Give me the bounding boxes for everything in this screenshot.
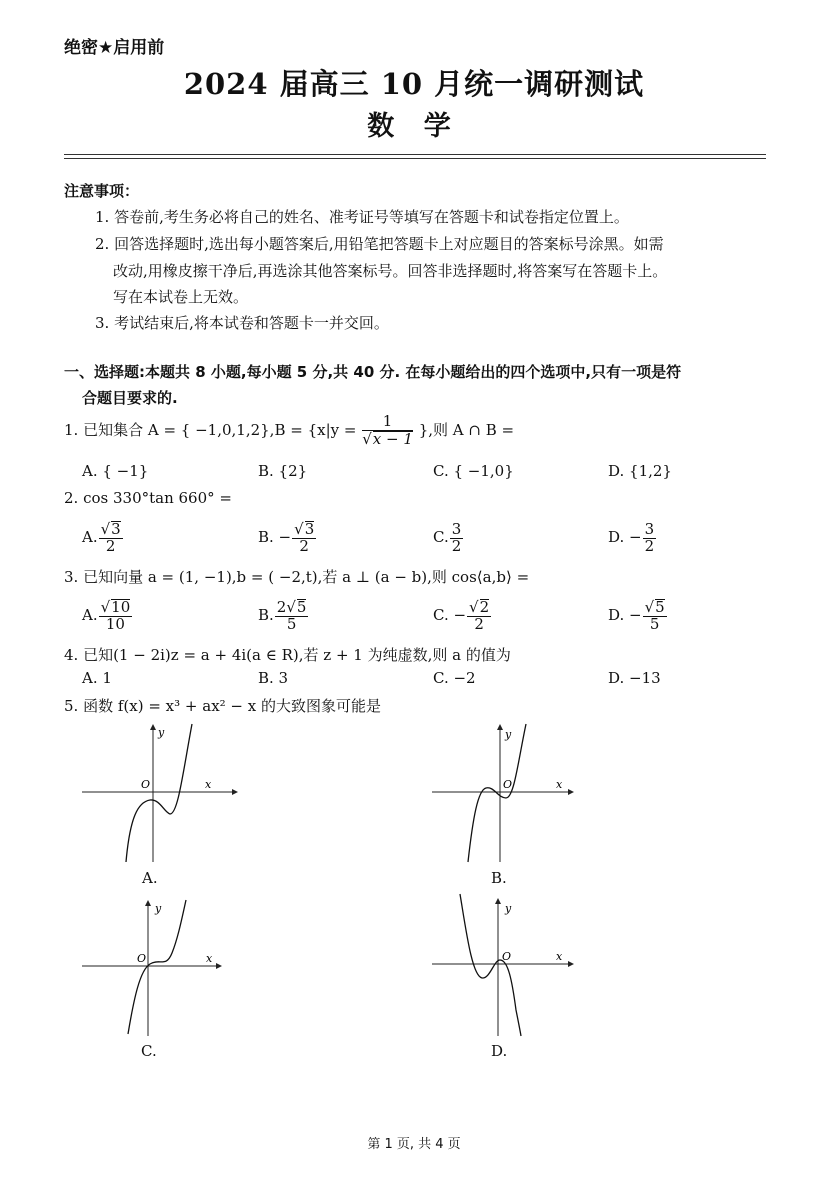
q3-option-c: C. − $\frac{√2}{2}$: [433, 598, 490, 633]
exam-title: 2024 届高三 10 月统一调研测试: [183, 67, 645, 101]
graph-a-ylabel: y: [158, 726, 165, 739]
graph-d-origin: O: [502, 950, 512, 963]
q3-option-d: D. − $\frac{√5}{5}$: [608, 598, 665, 633]
q1-fraction: $\frac{1}{√x - 1}$: [362, 412, 413, 448]
q4-option-c: C. −2: [433, 669, 476, 687]
notice-item-2-cont: 改动,用橡皮擦干净后,再选涂其他答案标号。回答非选择题时,将答案写在答题卡上。: [113, 262, 668, 280]
graph-b-xlabel: x: [556, 778, 563, 791]
q5-graph-b: [428, 722, 588, 867]
graph-c-ylabel: y: [155, 902, 162, 915]
q3-option-a: A. $\frac{√10}{10}$: [82, 598, 131, 633]
q5-label-a: A.: [142, 869, 158, 887]
question-2-stem: 2. cos 330°tan 660° =: [64, 489, 232, 507]
q1-option-c: C. { −1,0}: [433, 462, 514, 480]
subject-title: 数 学: [367, 111, 461, 142]
q2-option-c: C. $\frac{3}{2}$: [433, 519, 462, 555]
question-3-stem: 3. 已知向量 a = (1, −1),b = ( −2,t),若 a ⊥ (a − b),则 cos⟨a,b⟩ =: [64, 568, 530, 586]
notice-item-1: 1. 答卷前,考生务必将自己的姓名、准考证号等填写在答题卡和试卷指定位置上。: [95, 208, 629, 226]
graph-b-origin: O: [503, 778, 513, 791]
section1-title-cont: 合题目要求的.: [82, 389, 178, 407]
q1-option-b: B. {2}: [258, 462, 308, 480]
section1-title: 一、选择题:本题共 8 小题,每小题 5 分,共 40 分. 在每小题给出的四个选项中,只有一项是符: [64, 363, 682, 381]
graph-d-ylabel: y: [505, 902, 512, 915]
notice-item-3: 3. 考试结束后,将本试卷和答题卡一并交回。: [95, 314, 389, 332]
page-number: 第 1 页, 共 4 页: [367, 1137, 461, 1152]
notice-heading: 注意事项：: [64, 182, 140, 200]
q2-option-b: B. − $\frac{√3}{2}$: [258, 520, 315, 555]
q4-option-a: A. 1: [82, 669, 112, 687]
q4-option-b: B. 3: [258, 669, 289, 687]
q4-option-d: D. −13: [608, 669, 661, 687]
q2-option-a: A. $\frac{√3}{2}$: [82, 520, 121, 555]
divider-top: [64, 154, 766, 155]
notice-item-2: 2. 回答选择题时,选出每小题答案后,用铅笔把答题卡上对应题目的答案标号涂黑。如需: [95, 235, 664, 253]
graph-c-origin: O: [137, 952, 147, 965]
q5-label-c: C.: [141, 1042, 157, 1060]
graph-d-xlabel: x: [556, 950, 563, 963]
q5-label-d: D.: [491, 1042, 508, 1060]
q3-option-b: B. $\frac{2√5}{5}$: [258, 598, 307, 633]
secret-label: 绝密★启用前: [64, 38, 165, 58]
graph-b-ylabel: y: [505, 728, 512, 741]
q1-option-d: D. {1,2}: [608, 462, 672, 480]
q5-label-b: B.: [491, 869, 507, 887]
notice-item-2-cont2: 写在本试卷上无效。: [113, 288, 249, 306]
q5-graph-d: [428, 890, 588, 1038]
q5-graph-a: [78, 722, 238, 867]
question-5-stem: 5. 函数 f(x) = x³ + ax² − x 的大致图象可能是: [64, 697, 381, 715]
q5-graph-c: [78, 898, 238, 1038]
question-4-stem: 4. 已知(1 − 2i)z = a + 4i(a ∈ R),若 z + 1 为纯虚数,则 a 的值为: [64, 646, 511, 664]
question-1-stem: 1. 已知集合 A = { −1,0,1,2},B = {x|y = $\frac{1}{√x - 1}$ },则 A ∩ B =: [64, 412, 515, 448]
graph-c-xlabel: x: [206, 952, 213, 965]
q1-option-a: A. { −1}: [82, 462, 149, 480]
divider-bottom: [64, 158, 766, 159]
graph-a-origin: O: [141, 778, 151, 791]
q2-option-d: D. − $\frac{3}{2}$: [608, 519, 655, 555]
graph-a-xlabel: x: [205, 778, 212, 791]
